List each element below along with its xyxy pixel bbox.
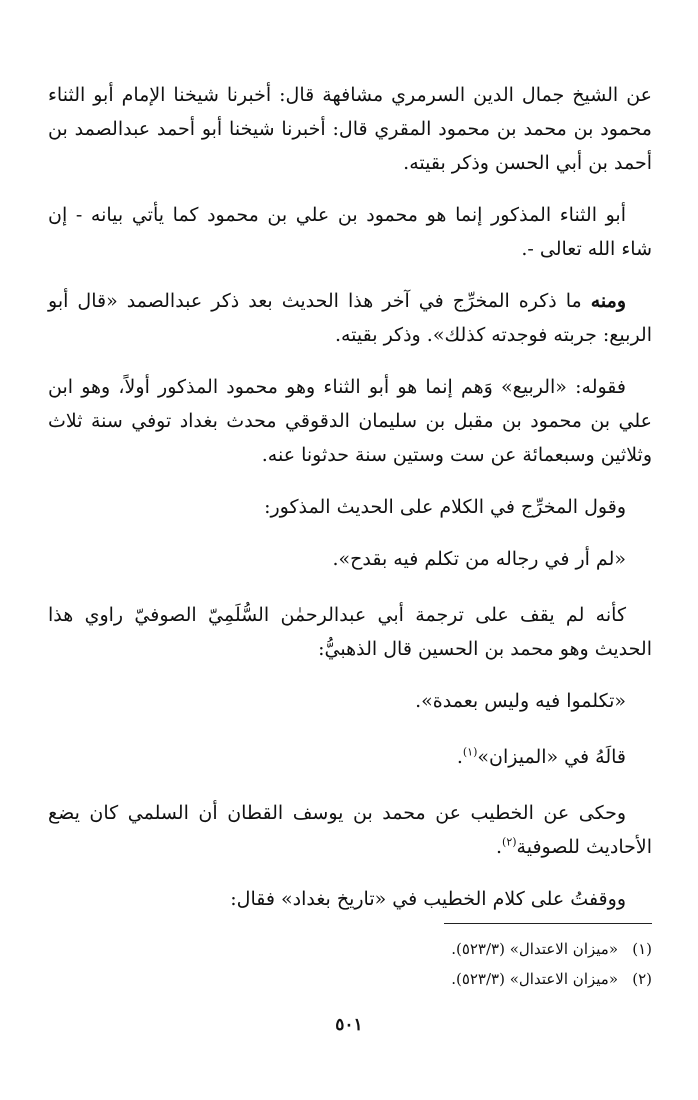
paragraph-isnad <box>48 78 652 180</box>
paragraph-text: فقوله: «الربيع» وَهم إنما هو أبو الثناء وهو محمود المذكور أولاً، وهو ابن علي بن محمود بن مقبل بن سليمان الدقوقي محدث بغداد توفي سنة ثلاث وثلاثين وسبعمائة عن ست وستين سنة حدثونا عنه. <box>48 376 652 466</box>
footnote-number: (١) <box>632 940 652 958</box>
footnote-number: (٢) <box>632 970 652 988</box>
paragraph-waqaftu <box>48 882 652 916</box>
paragraph-tail: . <box>456 746 463 768</box>
quote-text: «لم أر في رجاله من تكلم فيه بقدح». <box>332 548 626 570</box>
paragraph-hakaa <box>48 796 652 864</box>
quote-text: «تكلموا فيه وليس بعمدة». <box>415 690 626 712</box>
paragraph-kaannahu <box>48 598 652 666</box>
page-number: ٥٠١ <box>335 1015 363 1035</box>
paragraph-text: ما ذكره المخرِّج في آخر هذا الحديث بعد ذكر عبدالصمد «قال أبو الربيع: جربته فوجدته كذلك». وذكر بقيته. <box>48 290 652 346</box>
footnotes <box>48 934 652 994</box>
main-text <box>48 78 652 934</box>
footnote-ref-1[interactable]: (١) <box>462 745 478 759</box>
footnote-ref-2[interactable]: (٢) <box>502 835 517 849</box>
footnote-text: «ميزان الاعتدال» (٥٢٣/٣). <box>451 970 618 988</box>
paragraph-text: ووقفتُ على كلام الخطيب في «تاريخ بغداد» فقال: <box>230 888 626 910</box>
bold-lead-word: ومنه <box>590 290 626 312</box>
quote-takallamu <box>48 684 652 718</box>
paragraph-abu-althana <box>48 198 652 266</box>
paragraph-qalahu <box>48 740 652 774</box>
footnote-divider <box>444 923 652 924</box>
paragraph-qawl-almukharrij <box>48 490 652 524</box>
paragraph-text: وحكى عن الخطيب عن محمد بن يوسف القطان أن السلمي كان يضع الأحاديث للصوفية <box>48 802 652 858</box>
footnote-2 <box>48 964 652 994</box>
paragraph-text: عن الشيخ جمال الدين السرمري مشافهة قال: أخبرنا شيخنا الإمام أبو الثناء محمود بن محمد بن محمود المقري قال: أخبرنا شيخنا أبو أحمد عبدالصمد بن أحمد بن أبي الحسن وذكر بقيته. <box>48 84 652 174</box>
paragraph-faqawluhu <box>48 370 652 472</box>
paragraph-text: أبو الثناء المذكور إنما هو محمود بن علي بن محمود كما يأتي بيانه - إن شاء الله تعالى -. <box>48 204 652 260</box>
footnote-1 <box>48 934 652 964</box>
paragraph-text: كأنه لم يقف على ترجمة أبي عبدالرحمٰن السُّلَمِيّ الصوفيّ راوي هذا الحديث وهو محمد بن الحسين قال الذهبيُّ: <box>48 604 652 660</box>
paragraph-text: قالَهُ في «الميزان» <box>477 746 626 768</box>
quote-lam-ara <box>48 542 652 576</box>
paragraph-text: وقول المخرِّج في الكلام على الحديث المذكور: <box>264 496 626 518</box>
paragraph-tail: . <box>495 836 503 858</box>
footnote-text: «ميزان الاعتدال» (٥٢٣/٣). <box>451 940 618 958</box>
paragraph-minhu <box>48 284 652 352</box>
